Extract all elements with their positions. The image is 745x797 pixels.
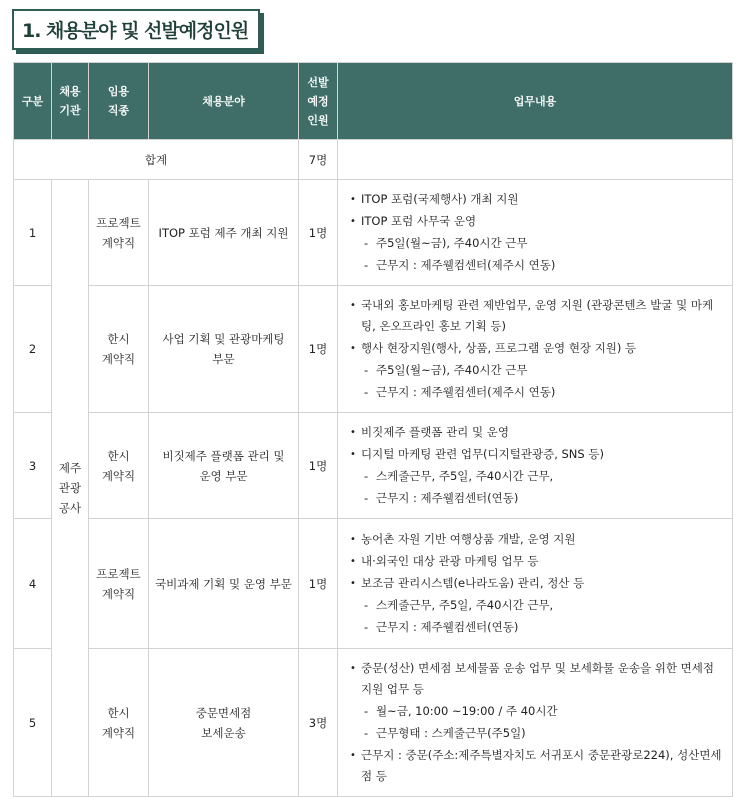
row-count: 1명 bbox=[299, 519, 338, 649]
table-row bbox=[14, 286, 733, 413]
duty-bullet-item bbox=[350, 338, 726, 359]
duty-text: 비짓제주 플랫폼 관리 및 운영 bbox=[361, 425, 509, 439]
duty-text: 근무지 : 제주웰컴센터(연동) bbox=[376, 491, 519, 505]
dash-marker: - bbox=[364, 726, 369, 740]
table-row bbox=[14, 649, 733, 797]
duty-text: 디지털 마케팅 관련 업무(디지털관광증, SNS 등) bbox=[361, 447, 604, 461]
duty-text: 근무형태 : 스케줄근무(주5일) bbox=[376, 726, 526, 740]
duty-bullet-item bbox=[350, 658, 726, 700]
row-field: 사업 기획 및 관광마케팅 부문 bbox=[149, 286, 299, 413]
duty-text: 보조금 관리시스템(e나라도움) 관리, 정산 등 bbox=[361, 576, 585, 590]
bullet-marker: • bbox=[350, 194, 356, 205]
row-field: 중문면세점 보세운송 bbox=[149, 649, 299, 797]
duty-text: 스케줄근무, 주5일, 주40시간 근무, bbox=[376, 469, 554, 483]
dash-marker: - bbox=[364, 385, 369, 399]
duty-bullet-item bbox=[350, 295, 726, 337]
total-count: 7명 bbox=[299, 140, 338, 180]
duty-detail-item bbox=[350, 617, 726, 638]
duty-bullet-item bbox=[350, 211, 726, 232]
duty-text: 근무지 : 제주웰컴센터(제주시 연동) bbox=[376, 258, 556, 272]
duty-text: 내·외국인 대상 관광 마케팅 업무 등 bbox=[361, 554, 539, 568]
total-label: 합계 bbox=[14, 140, 299, 180]
duty-detail-item bbox=[350, 701, 726, 722]
duty-detail-item bbox=[350, 233, 726, 254]
row-type: 한시 계약직 bbox=[89, 413, 149, 519]
bullet-marker: • bbox=[350, 534, 356, 545]
row-count: 1명 bbox=[299, 413, 338, 519]
bullet-marker: • bbox=[350, 578, 356, 589]
duty-bullet-item bbox=[350, 529, 726, 550]
dash-marker: - bbox=[364, 620, 369, 634]
total-empty bbox=[338, 140, 733, 180]
row-no: 4 bbox=[14, 519, 52, 649]
header-type: 임용 직종 bbox=[89, 63, 149, 140]
row-no: 1 bbox=[14, 180, 52, 286]
bullet-marker: • bbox=[350, 343, 356, 354]
duty-bullet-item bbox=[350, 745, 726, 787]
recruitment-table bbox=[13, 62, 733, 797]
duty-detail-item bbox=[350, 488, 726, 509]
duty-bullet-item bbox=[350, 444, 726, 465]
section-title-wrap bbox=[12, 9, 260, 50]
bullet-marker: • bbox=[350, 427, 356, 438]
bullet-marker: • bbox=[350, 300, 356, 311]
bullet-marker: • bbox=[350, 216, 356, 227]
bullet-marker: • bbox=[350, 449, 356, 460]
total-row bbox=[14, 140, 733, 180]
row-duties bbox=[338, 180, 733, 286]
header-org: 채용 기관 bbox=[52, 63, 89, 140]
row-count: 1명 bbox=[299, 286, 338, 413]
duty-detail-item bbox=[350, 466, 726, 487]
duty-bullet-item bbox=[350, 573, 726, 594]
header-count: 선발 예정 인원 bbox=[299, 63, 338, 140]
duty-text: 중문(성산) 면세점 보세물품 운송 업무 및 보세화물 운송을 위한 면세점 지원 업무 등 bbox=[361, 661, 714, 696]
duty-text: 근무지 : 중문(주소:제주특별자치도 서귀포시 중문관광로224), 성산면세점 등 bbox=[361, 748, 722, 783]
dash-marker: - bbox=[364, 704, 369, 718]
dash-marker: - bbox=[364, 469, 369, 483]
row-duties bbox=[338, 286, 733, 413]
dash-marker: - bbox=[364, 598, 369, 612]
duty-detail-item bbox=[350, 360, 726, 381]
duty-bullet-item bbox=[350, 422, 726, 443]
bullet-marker: • bbox=[350, 750, 356, 761]
duty-text: 근무지 : 제주웰컴센터(연동) bbox=[376, 620, 519, 634]
duty-text: 농어촌 자원 기반 여행상품 개발, 운영 지원 bbox=[361, 532, 576, 546]
duty-detail-item bbox=[350, 723, 726, 744]
dash-marker: - bbox=[364, 236, 369, 250]
table-row bbox=[14, 519, 733, 649]
row-no: 5 bbox=[14, 649, 52, 797]
table-row bbox=[14, 413, 733, 519]
duty-text: 주5일(월~금), 주40시간 근무 bbox=[376, 236, 528, 250]
duty-text: 국내외 홍보마케팅 관련 제반업무, 운영 지원 (관광콘텐츠 발굴 및 마케팅, 온오프라인 홍보 기획 등) bbox=[361, 298, 714, 333]
duty-bullet-item bbox=[350, 189, 726, 210]
duty-text: 스케줄근무, 주5일, 주40시간 근무, bbox=[376, 598, 554, 612]
row-duties bbox=[338, 413, 733, 519]
row-field: 국비과제 기획 및 운영 부문 bbox=[149, 519, 299, 649]
row-field: 비짓제주 플랫폼 관리 및 운영 부문 bbox=[149, 413, 299, 519]
row-no: 3 bbox=[14, 413, 52, 519]
header-field: 채용분야 bbox=[149, 63, 299, 140]
dash-marker: - bbox=[364, 258, 369, 272]
row-duties bbox=[338, 519, 733, 649]
duty-text: 월~금, 10:00 ~19:00 / 주 40시간 bbox=[376, 704, 558, 718]
duty-text: ITOP 포럼(국제행사) 개최 지원 bbox=[361, 192, 519, 206]
row-duties bbox=[338, 649, 733, 797]
header-duties: 업무내용 bbox=[338, 63, 733, 140]
section-title: 1. 채용분야 및 선발예정인원 bbox=[12, 9, 260, 50]
duty-text: 행사 현장지원(행사, 상품, 프로그램 운영 현장 지원) 등 bbox=[361, 341, 637, 355]
duty-detail-item bbox=[350, 595, 726, 616]
duty-detail-item bbox=[350, 382, 726, 403]
table-row bbox=[14, 180, 733, 286]
header-no: 구분 bbox=[14, 63, 52, 140]
duty-bullet-item bbox=[350, 551, 726, 572]
bullet-marker: • bbox=[350, 663, 356, 674]
row-count: 3명 bbox=[299, 649, 338, 797]
row-type: 프로젝트 계약직 bbox=[89, 180, 149, 286]
duty-text: 주5일(월~금), 주40시간 근무 bbox=[376, 363, 528, 377]
row-type: 한시 계약직 bbox=[89, 286, 149, 413]
bullet-marker: • bbox=[350, 556, 356, 567]
row-type: 한시 계약직 bbox=[89, 649, 149, 797]
dash-marker: - bbox=[364, 491, 369, 505]
dash-marker: - bbox=[364, 363, 369, 377]
row-type: 프로젝트 계약직 bbox=[89, 519, 149, 649]
row-field: ITOP 포럼 제주 개최 지원 bbox=[149, 180, 299, 286]
duty-detail-item bbox=[350, 255, 726, 276]
duty-text: ITOP 포럼 사무국 운영 bbox=[361, 214, 477, 228]
organization-cell: 제주 관광 공사 bbox=[52, 180, 89, 797]
table-header-row bbox=[14, 63, 733, 140]
duty-text: 근무지 : 제주웰컴센터(제주시 연동) bbox=[376, 385, 556, 399]
row-count: 1명 bbox=[299, 180, 338, 286]
row-no: 2 bbox=[14, 286, 52, 413]
